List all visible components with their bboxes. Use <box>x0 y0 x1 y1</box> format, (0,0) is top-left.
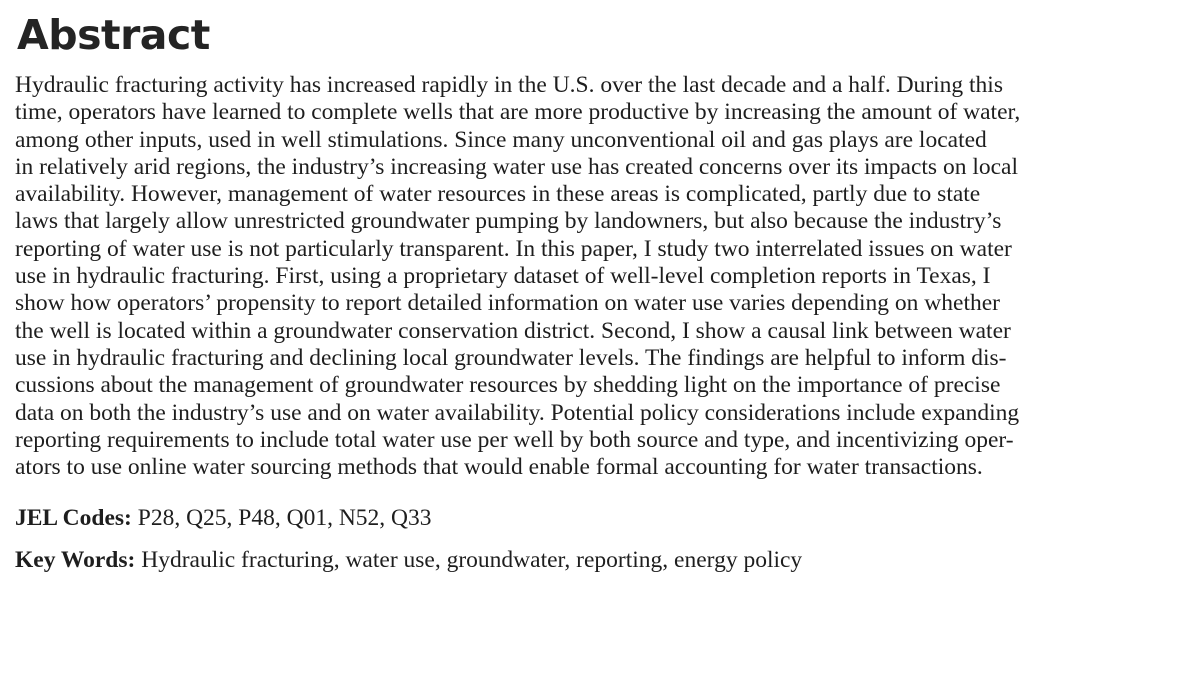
abstract-line: availability. However, management of water resources in these areas is complicated, partly due to state <box>15 181 981 208</box>
abstract-line: the well is located within a groundwater conservation district. Second, I show a causal link between water <box>15 317 1011 344</box>
abstract-line: ators to use online water sourcing methods that would enable formal accounting for water transactions. <box>15 454 983 481</box>
abstract-line: Hydraulic fracturing activity has increased rapidly in the U.S. over the last decade and a half. During this <box>15 72 1003 98</box>
abstract-line: time, operators have learned to complete wells that are more productive by increasing the amount of water, <box>15 99 1021 126</box>
abstract-line: in relatively arid regions, the industry’s increasing water use has created concerns over its impacts on local <box>15 153 1018 180</box>
abstract-line: show how operators’ propensity to report detailed information on water use varies depending on whether <box>15 290 1000 317</box>
abstract-line: reporting of water use is not particularly transparent. In this paper, I study two interrelated issues on water <box>15 235 1012 262</box>
key-words-label: Key Words: <box>15 547 136 574</box>
abstract-line: laws that largely allow unrestricted groundwater pumping by landowners, but also because the industry’s <box>15 208 1002 235</box>
abstract-line: reporting requirements to include total water use per well by both source and type, and incentivizing oper- <box>15 426 1014 453</box>
jel-codes-value: P28, Q25, P48, Q01, N52, Q33 <box>131 505 432 532</box>
key-words-value: Hydraulic fracturing, water use, groundwater, reporting, energy policy <box>135 547 803 574</box>
abstract-line: data on both the industry’s use and on water availability. Potential policy considerations include expanding <box>15 399 1020 426</box>
abstract-line: use in hydraulic fracturing. First, using a proprietary dataset of well-level completion reports in Texas, I <box>15 263 991 290</box>
jel-codes-label: JEL Codes: <box>15 505 132 532</box>
abstract-line: use in hydraulic fracturing and declining local groundwater levels. The findings are helpful to inform dis- <box>15 344 1007 371</box>
abstract-line: cussions about the management of groundwater resources by shedding light on the importance of precise <box>15 372 1001 399</box>
abstract-line: among other inputs, used in well stimulations. Since many unconventional oil and gas plays are located <box>15 126 987 153</box>
key-words <box>15 546 1160 574</box>
jel-codes <box>15 504 1160 532</box>
abstract-paragraph <box>15 72 1160 481</box>
section-heading-abstract: Abstract <box>17 11 210 59</box>
